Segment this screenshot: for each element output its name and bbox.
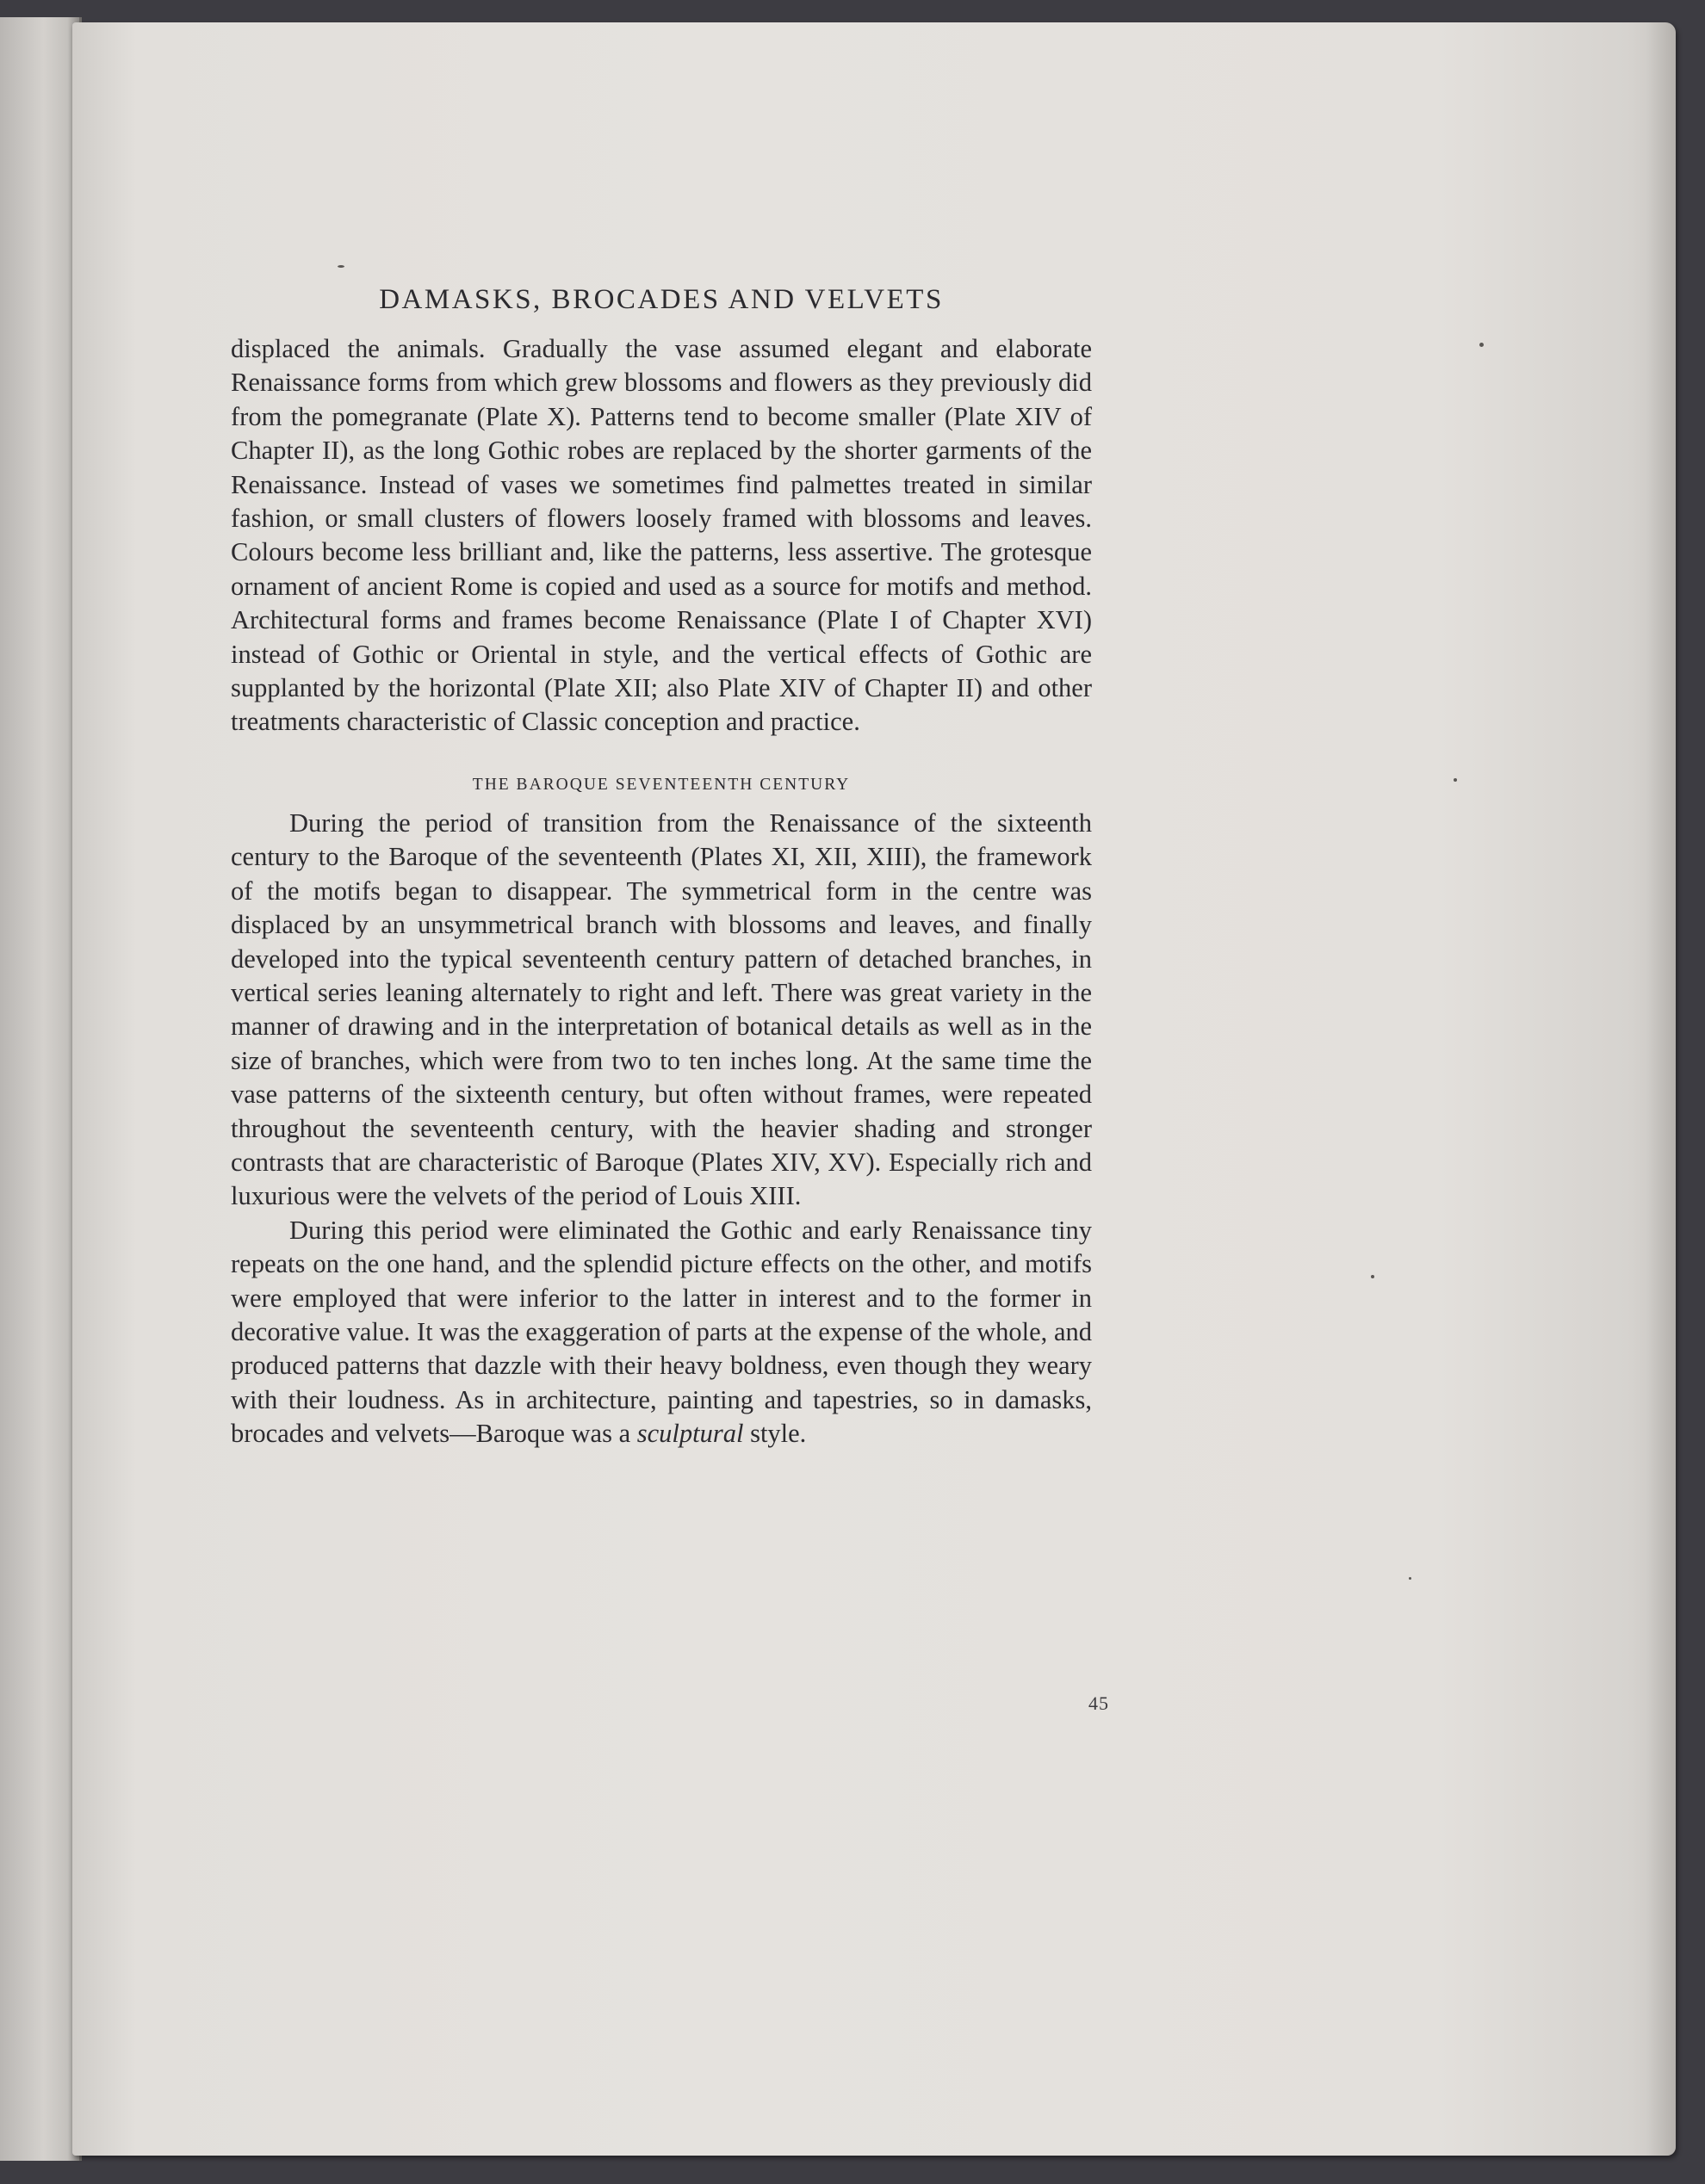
paper-speck: [338, 265, 344, 268]
running-head: DAMASKS, BROCADES AND VELVETS: [379, 284, 944, 315]
paper-speck: [1454, 778, 1457, 782]
italic-term: sculptural: [636, 1419, 744, 1449]
page-fore-edge: [1646, 22, 1676, 2156]
paragraph-renaissance-continued: displaced the animals. Gradually the vase assumed elegant and elaborate Renaissance forms from which grew blossoms and flowers as they previously did from the pomegranate (Plate X). Patterns tend to become smaller (Plate XIV of Chapter II), as the long Gothic robes are replaced by the shorter garments of the Renaissance. Instead of vases we sometimes find palmettes treated in similar fashion, or small clusters of flowers loosely framed with blossoms and leaves. Colours become less brilliant and, like the patterns, less assertive. The grotesque ornament of ancient Rome is copied and used as a source for motifs and method. Architectural forms and frames become Renaissance (Plate I of Chapter XVI) instead of Gothic or Oriental in style, and the vertical effects of Gothic are supplanted by the horizontal (Plate XII; also Plate XIV of Chapter II) and other treatments characteristic of Classic conception and practice.: [231, 334, 1092, 737]
page-number: 45: [1088, 1692, 1109, 1714]
paragraph-transition: During the period of transition from the Renaissance of the sixteenth century to the Baroque of the seventeenth (Plates XI, XII, XIII), the framework of the motifs began to disappear. The symmetrical form in the centre was displaced by an unsymmetrical branch with blossoms and leaves, and finally developed into the typical seventeenth century pattern of detached branches, in vertical series leaning alternately to right and left. There was great variety in the manner of drawing and in the interpretation of botanical details as well as in the size of branches, which were from two to ten inches long. At the same time the vase patterns of the sixteenth century, but often without frames, were repeated throughout the seventeenth century, with the heavier shading and stronger contrasts that are characteristic of Baroque (Plates XIV, XV). Especially rich and luxurious were the velvets of the period of Louis XIII.: [231, 807, 1092, 1211]
paper-speck: [1409, 1577, 1411, 1580]
previous-page-edge: [0, 17, 82, 2161]
paragraph-baroque-end: style.: [743, 1419, 807, 1449]
paper-speck: [1479, 343, 1484, 347]
section-heading: THE BAROQUE SEVENTEENTH CENTURY: [472, 775, 851, 794]
page-text: [231, 281, 1092, 1451]
paper-speck: [1371, 1275, 1374, 1278]
paragraph-baroque: [231, 1214, 1092, 1451]
paragraph-baroque-text: During this period were eliminated the Gothic and early Renaissance tiny repeats on the one hand, and the splendid picture effects on the other, and motifs were employed that were inferior to the latter in interest and to the former in decorative value. It was the exaggeration of parts at the expense of the whole, and produced patterns that dazzle with their heavy boldness, even though they weary with their loudness. As in architecture, painting and tapestries, so in damasks, brocades and velvets—Baroque was a: [231, 1215, 1092, 1449]
